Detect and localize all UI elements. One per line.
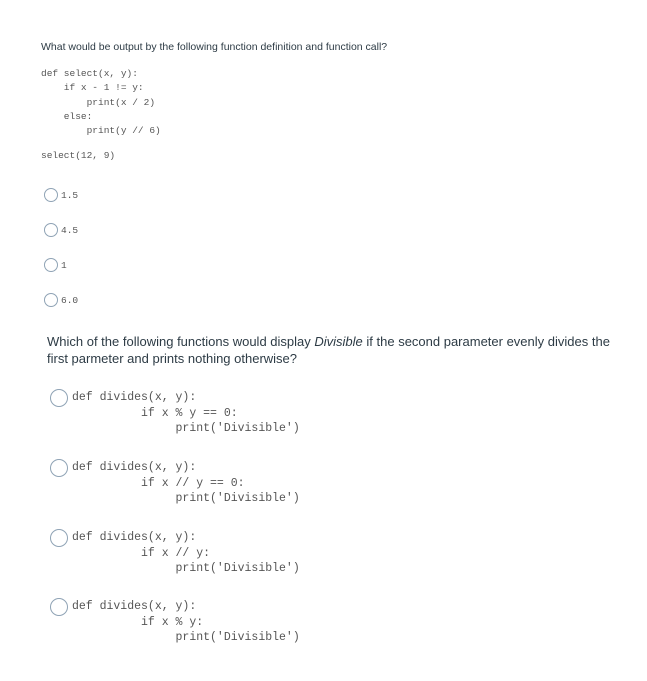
option-code: def divides(x, y): if x // y == 0: print('Divisible') [72,461,300,505]
radio-button-icon[interactable] [44,293,58,307]
prompt-text-after: if the second parameter evenly divides the first parmeter and prints nothing otherwise? [47,334,610,366]
question-1-option-2[interactable] [44,223,78,237]
option-label: 1 [61,259,67,271]
option-code: def divides(x, y): if x // y: print('Divisible') [72,531,300,575]
question-1-option-4[interactable] [44,293,78,307]
radio-button-icon[interactable] [50,529,68,547]
option-label: 4.5 [61,224,79,236]
radio-button-icon[interactable] [44,223,58,237]
radio-button-icon[interactable] [50,389,68,407]
question-2-option-2[interactable] [50,460,300,507]
question-2-prompt [47,333,617,367]
prompt-text-before: Which of the following functions would display [47,334,315,349]
question-2-option-4[interactable] [50,599,300,646]
prompt-emphasis: Divisible [314,334,363,349]
radio-button-icon[interactable] [50,598,68,616]
option-label: 6.0 [61,294,79,306]
question-2-option-1[interactable] [50,390,300,437]
radio-button-icon[interactable] [44,258,58,272]
question-1-option-1[interactable] [44,188,78,202]
radio-button-icon[interactable] [50,459,68,477]
radio-button-icon[interactable] [44,188,58,202]
question-1-option-3[interactable] [44,258,67,272]
question-1-prompt: What would be output by the following function definition and function call? [41,41,388,53]
question-2-option-3[interactable] [50,530,300,577]
question-1-code: def select(x, y): if x - 1 != y: print(x / 2) else: print(y // 6) [41,68,161,137]
option-code: def divides(x, y): if x % y == 0: print('Divisible') [72,391,300,435]
option-label: 1.5 [61,189,79,201]
option-code: def divides(x, y): if x % y: print('Divisible') [72,600,300,644]
question-1-function-call: select(12, 9) [41,150,116,161]
